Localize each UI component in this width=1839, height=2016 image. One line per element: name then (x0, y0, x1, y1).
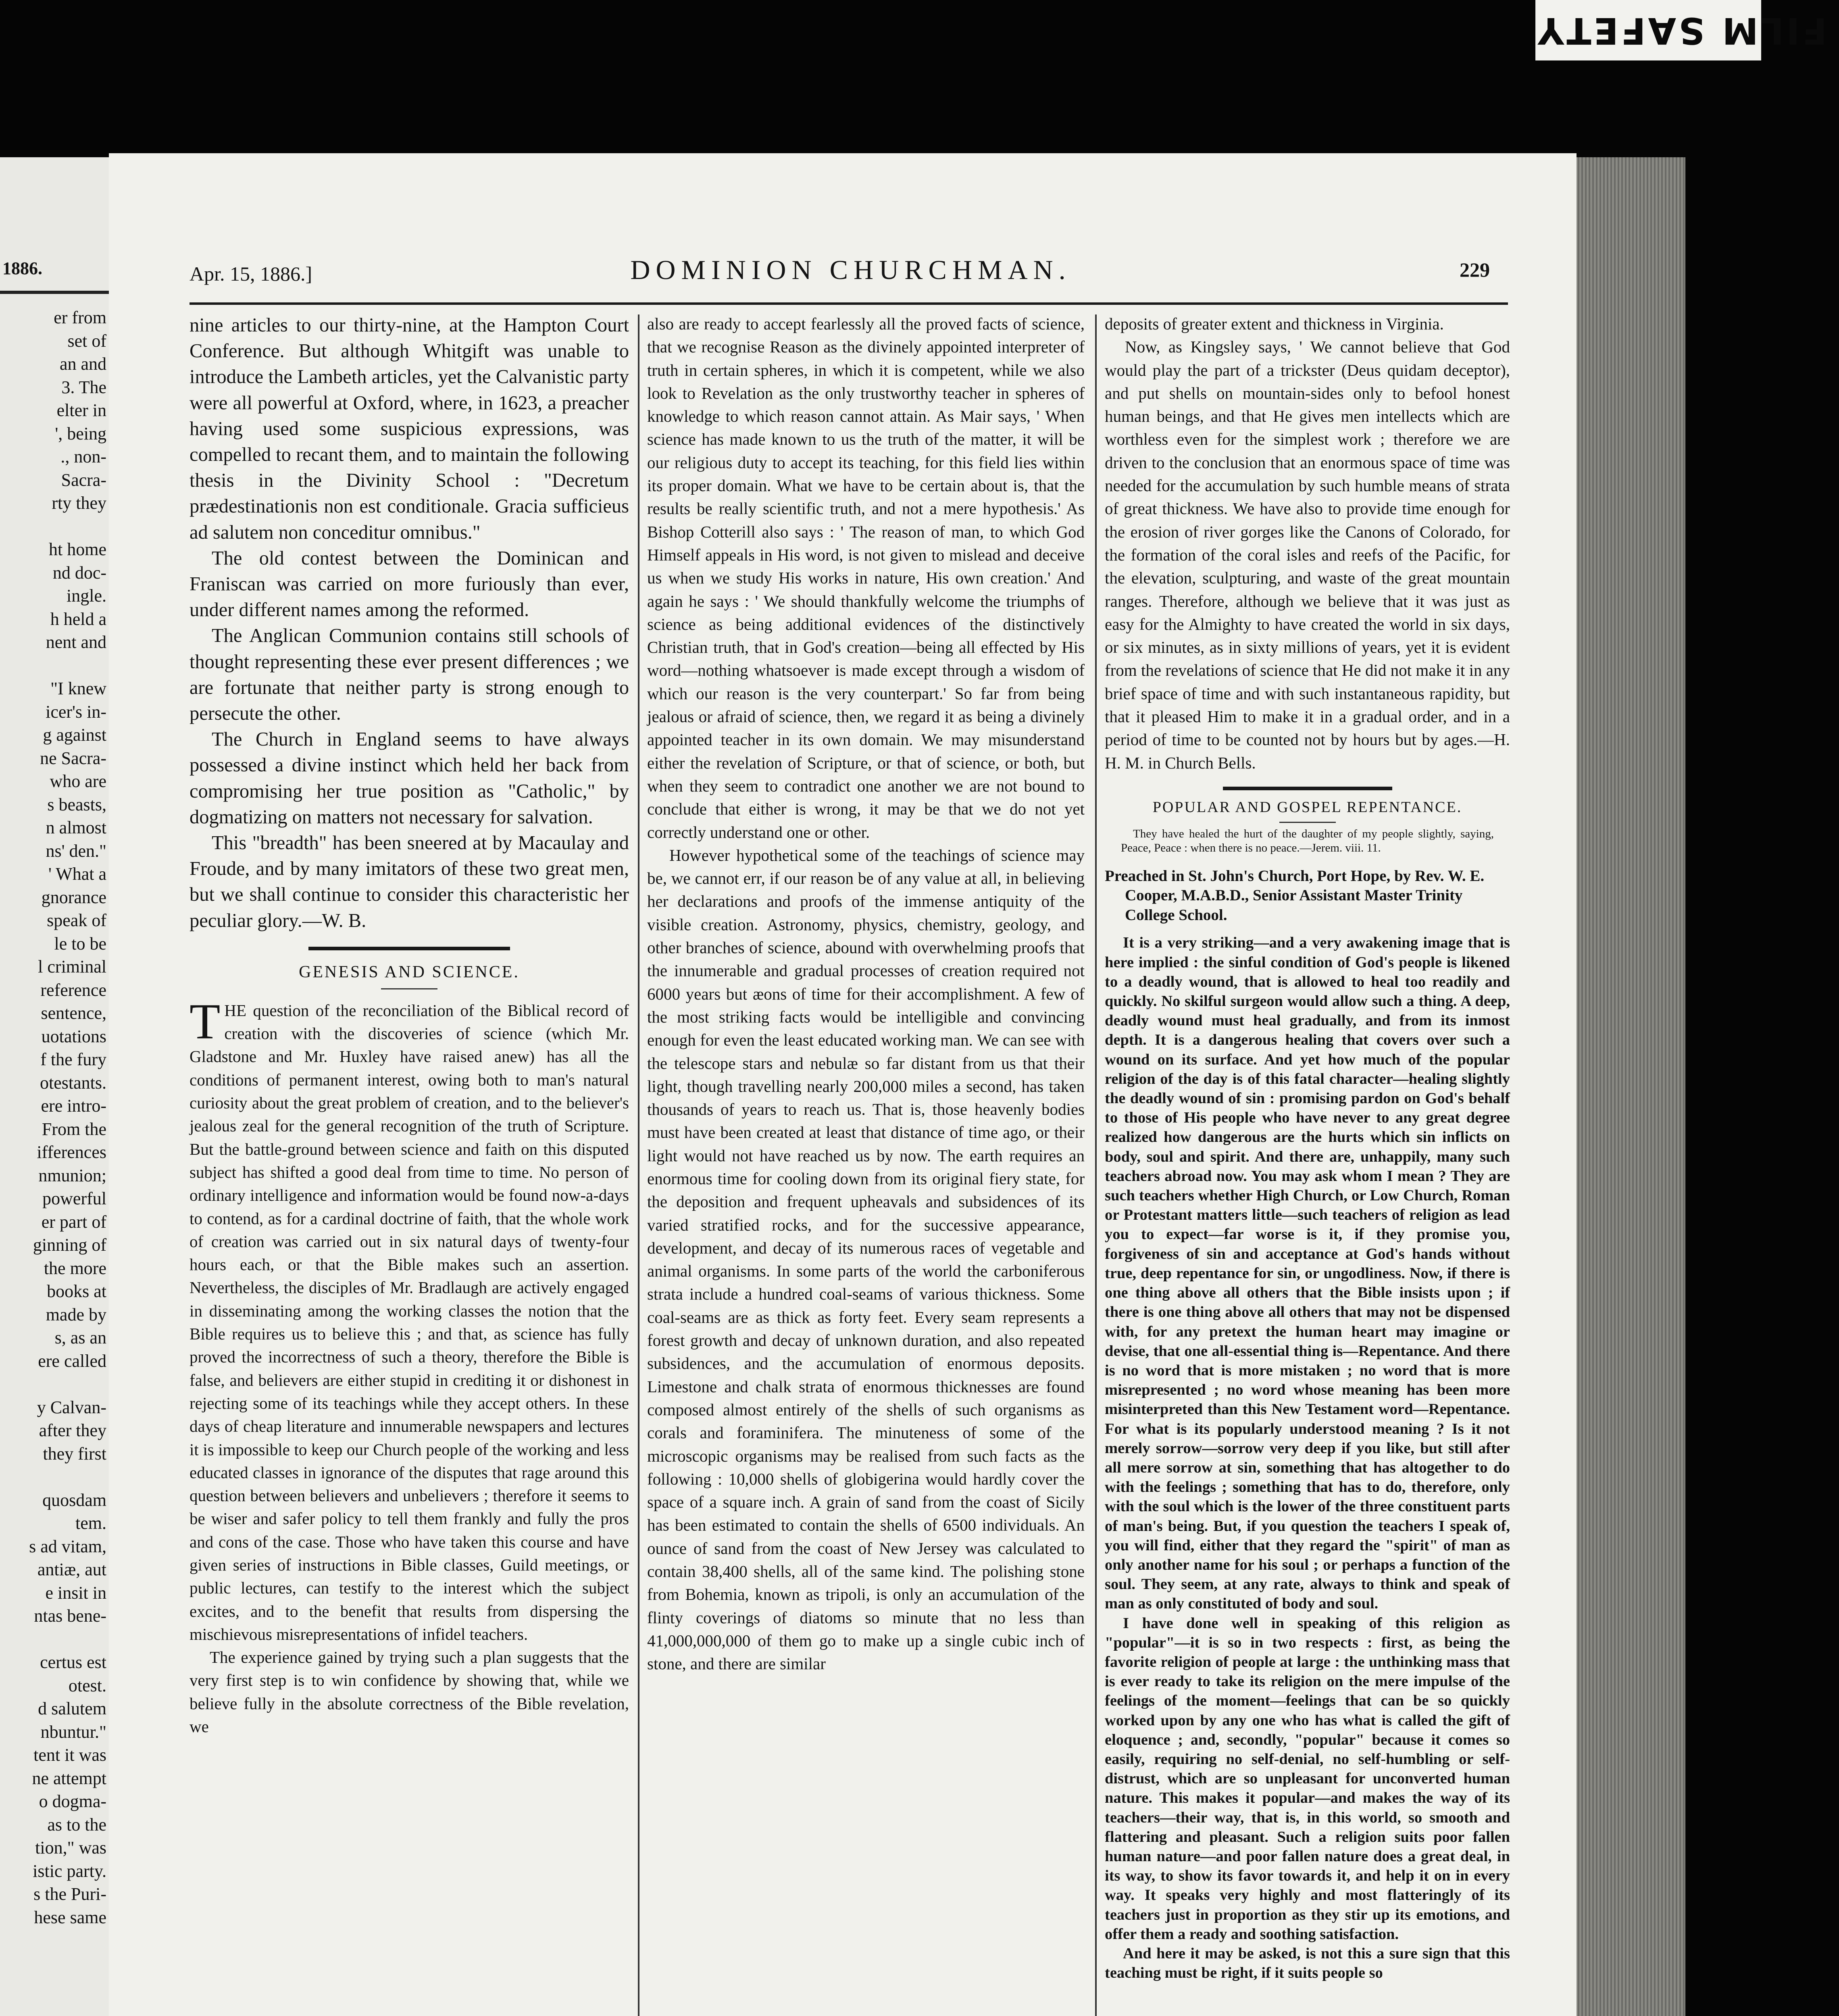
previous-page-line: 3. The (61, 377, 106, 397)
article-paragraph: THE question of the reconciliation of the Biblical record of creation with the discoveries of science (which Mr. Gladstone and Mr. Huxley have raised anew) has all the conditions of permanent interest, owing both to man's natural curiosity about the great problem of creation, and to the believer's jealous zeal for the general recognition of the truth of Scripture. But the battle-ground between science and faith on this disputed subject has shifted a good deal from time to time. No person of ordinary intelligence and information would be found now-a-days to contend, as for a cardinal doctrine of faith, that the whole work of creation was carried out in six natural days of twenty-four hours each, or that the Bible makes such an assertion. Nevertheless, the disciples of Mr. Bradlaugh are actively engaged in disseminating among the working classes the notion that the Bible requires us to believe this ; and that, as science has fully proved the incorrectness of such a theory, therefore the Bible is false, and believers are either stupid in crediting it or dishonest in rejecting some of its teachings while they accept others. In these days of cheap literature and innumerable newspapers and lectures it is impossible to keep our Church people of the working and less educated classes in ignorance of the disputes that rage around this question between believers and unbelievers ; therefore it seems to be wiser and safer policy to tell them frankly and fully the pros and cons of the case. Those who have taken this course and have given series of instructions in Bible classes, Guild meetings, or public lectures, can testify to the interest which the subject excites, and to the benefit that results from dispersing the mischievous misrepresentations of infidel teachers. (190, 993, 629, 1643)
previous-page-line: certus est (40, 1652, 106, 1672)
previous-page-line (0, 654, 117, 677)
previous-page-line: ns' den." (46, 841, 106, 861)
previous-page-line: g against (43, 725, 106, 745)
previous-page-line: o dogma- (39, 1791, 106, 1811)
sermon-paragraph: I have done well in speaking of this religion as "popular"—it is so in two respects : first, as being the favorite religion of people at large : the unthinking mass that is ever ready to take its religion on the mere impulse of the feelings of the moment—feelings that can be so quickly worked upon by any one who has what is called the gift of eloquence ; and, secondly, "popular" because it comes so easily, requiring no self-denial, no self-humbling or self-distrust, which are so unpleasant for unconverted human nature. This makes it popular—and makes the way of its teachers—their way, that is, in this world, so smooth and flattering and pleasant. Such a religion suits poor fallen human nature—and poor fallen nature does a great deal, in its way, to show its favor towards it, and help it on in every way. It speaks very highly and most flatteringly of its teachers just in proportion as they stir up its emotions, and offer them a ready and soothing satisfaction. (1105, 1614, 1510, 1943)
column-middle (647, 312, 1085, 1676)
sermon-paragraph: It is a very striking—and a very awakening image that is here implied : the sinful condition of God's people is likened to a deadly wound, that is allowed to heal too readily and quickly. No skilful surgeon would allow such a thing. A deep, deadly wound must heal gradually, and from its inmost depth. It is a dangerous healing that covers over such a wound on its surface. And yet how much of the popular religion of the day is of this fatal character—healing slightly the deadly wound of sin : promising pardon on God's behalf to those of His people who have never to any great degree realized how dangerous are the hurts which sin inflicts on body, soul and spirit. And there are, unhappily, many such teachers abroad now. You may ask whom I mean ? They are such teachers whether High Church, or Low Church, Roman or Protestant matters little—such teachers of religion as lead you to expect—far worse is it, if they promise you, forgiveness of sin and acceptance at God's hands without true, deep repentance for sin, or ungodliness. Now, if there is one thing above all others that the Bible insists upon ; if there is one thing above all others that may not be dispensed with, for any pretext the human heart may imagine or devise, that one all-essential thing is—Repentance. And there is no word that is more mistaken ; no word that is more misrepresented ; no word whose meaning has been more misinterpreted than this New Testament word—Repentance. For what is its popularly understood meaning ? Is it not merely sorrow—sorrow very deep if you like, but still after all mere sorrow at sin, something that has altogether to do with the feelings ; something that has to do, therefore, only with the soul which is the lower of the three constituent parts of man's being. But, if you question the teachers I speak of, you will find, either that they regard the "spirit" of man as only another name for his soul ; or perhaps a function of the soul. They seem, at any rate, always to think and speak of man as only constituted of body and soul. (1105, 934, 1510, 1612)
sermon-byline: Preached in St. John's Church, Port Hope, by Rev. W. E. Cooper, M.A.B.D., Senior Assistant Master Trinity College School. (1105, 867, 1485, 924)
previous-page-line: nent and (46, 632, 106, 652)
previous-page-line: after they (39, 1420, 106, 1440)
previous-page-line: y Calvan- (37, 1397, 106, 1417)
article-paragraph: also are ready to accept fearlessly all the proved facts of science, that we recognise Reason as the divinely appointed interpreter of truth in certain spheres, in which it is competent, while we also look to Revelation as the only trustworthy teacher in spheres of knowledge to which reason cannot attain. As Mair says, ' When science has made known to us the truth of the matter, it will be our religious duty to accept its teaching, for this field lies within its proper domain. What we have to be certain about is, that the results be really scientific truth, and not a mere hypothesis.' As Bishop Cotterill also says : ' The reason of man, to which God Himself appeals in His word, is not given to mislead and deceive us when we study His works in nature, His own creation.' And again he says : ' We should thankfully welcome the triumphs of science as being additional evidences of the distinctively Christian truth, that in God's creation—being all effected by His word—nothing whatsoever is made except through a wisdom of which our reason is the very counterpart.' So far from being jealous or afraid of science, then, we regard it as being a divinely appointed teacher in its own domain. We may misunderstand either the revelation of Scripture, or that of science, or both, but when they seem to contradict one another we are not bound to conclude that either is wrong, it may be that we do not yet correctly understand one or other. (647, 314, 1085, 841)
previous-page-line: ne attempt (32, 1768, 106, 1788)
heading-rule (381, 988, 437, 989)
article-paragraph: The old contest between the Dominican and Franiscan was carried on more furiously than ever, under different names among the reformed. (190, 547, 629, 621)
previous-page-line: hese same (34, 1907, 106, 1927)
article-paragraph: deposits of greater extent and thickness in Virginia. (1105, 314, 1444, 333)
article-paragraph: Now, as Kingsley says, ' We cannot believe that God would play the part of a trickster (Deus quidam deceptor), and put shells on mountain-sides only to befool honest human beings, and that He gives men intellects which are worthless even for the simplest work ; therefore we are driven to the conclusion that an enormous space of time was needed for the accumulation by such humble means of strata of great thickness. We have also to provide time enough for the erosion of river gorges like the Canons of Colorado, for the formation of the coral isles and reefs of the Pacific, for the elevation, sculpturing, and waste of the great mountain ranges. Therefore, although we believe that it was just as easy for the Almighty to have created the world in six days, or six minutes, as in sixty millions of years, yet it is evident from the revelations of science that He did not make it in any brief space of time and with such instantaneous rapidity, but that it pleased Him to make it in a gradual order, and in a period of time to be counted not by hours but by ages.—H. H. M. in Church Bells. (1105, 337, 1510, 772)
previous-page-line: elter in (56, 400, 106, 420)
previous-page-line: reference (40, 980, 106, 1000)
previous-page-line: f the fury (40, 1050, 106, 1069)
previous-page-line: ere called (38, 1351, 106, 1371)
previous-page-line: rty they (52, 493, 106, 513)
previous-page-line: From the (42, 1119, 106, 1139)
previous-page-line: uotations (41, 1026, 106, 1046)
article-paragraph: However hypothetical some of the teachings of science may be, we cannot err, if our reason be of any value at all, in believing her declarations and proofs of the immense antiquity of the visible creation. Astronomy, physics, chemistry, geology, and other branches of science, abound with overwhelming proofs that the innumerable and gradual processes of creation required not 6000 years but æons of time for their accomplishment. A few of the most striking facts would be intelligible and convincing enough for even the least educated working man. We can see with the telescope stars and nebulæ so far distant from us that their light, though travelling nearly 200,000 miles a second, has taken thousands of years to reach us. That is, those heavenly bodies must have been created at least that distance of time ago, or their light would not have reached us by now. The earth requires an enormous time for cooling down from its original fiery state, for the deposition and frequent upheavals and subsidences of its varied stratified rocks, and for the successive appearance, development, and decay of its numerous races of vegetable and animal organisms. In some parts of the world the carboniferous strata include a hundred coal-seams of various thickness. Some coal-seams are as thick as forty feet. Every seam represents a forest growth and decay of unknown duration, and also repeated subsidences, and the accumulation of enormous deposits. Limestone and chalk strata of enormous thicknesses are found composed almost entirely of the shells of such organisms as corals and foraminifera. The minuteness of some of the microscopic organisms may be realised from such facts as the following : 10,000 shells of globigerina would hardly cover the space of a square inch. A grain of sand from the coast of Sicily has been estimated to contain the shells of 6500 individuals. An ounce of sand from the coast of New Jersey was calculated to contain 38,400 shells, all of the same kind. The polishing stone from Bohemia, known as tripoli, is only an accumulation of the flinty coverings of diatoms so minute that no less than 41,000,000,000 of them go to make up a single cubic inch of stone, and there are similar (647, 846, 1085, 1673)
previous-page-line: books at (47, 1281, 106, 1301)
previous-page-line: set of (67, 331, 106, 351)
heading-rule (1279, 822, 1336, 823)
drop-cap: T (190, 993, 221, 1050)
previous-page-rule (0, 291, 113, 294)
previous-page-line: as to the (47, 1814, 106, 1835)
previous-page-line: tent it was (33, 1745, 106, 1765)
previous-page-line: er from (54, 308, 106, 327)
previous-page-line: s, as an (54, 1328, 106, 1347)
previous-page-line: they first (43, 1443, 106, 1464)
previous-page-line: made by (46, 1304, 106, 1325)
previous-page-line: sentence, (41, 1003, 106, 1023)
previous-page-line: Sacra- (61, 470, 106, 490)
previous-page-line: n almost (46, 818, 106, 837)
previous-page-line: ne Sacra- (40, 748, 106, 768)
previous-page-line: le to be (54, 933, 106, 954)
article-heading: GENESIS AND SCIENCE. (299, 962, 520, 981)
previous-page-line: s the Puri- (33, 1884, 106, 1904)
previous-page-line: istic party. (33, 1861, 106, 1881)
page-number: 229 (1460, 258, 1490, 281)
previous-page-line: s beasts, (47, 794, 106, 814)
previous-page-line: tem. (75, 1513, 106, 1533)
article-paragraph: The Church in England seems to have always possessed a divine instinct which held her back from compromising her true position as "Catholic," by dogmatizing on matters not necessary for salvation. (190, 729, 629, 828)
previous-page-line: ifferences (37, 1142, 106, 1162)
previous-page-line: e insit in (45, 1583, 106, 1603)
previous-page-line (0, 1628, 117, 1651)
previous-page-line: h held a (50, 609, 106, 629)
section-rule (1223, 787, 1392, 790)
previous-page-line: l criminal (38, 957, 106, 977)
film-edge-label: FILM SAFETY (1535, 0, 1761, 60)
sermon-epigraph: They have healed the hurt of the daughter of my people slightly, saying, Peace, Peace : when there is no peace.—Jerem. viii. 11. (1121, 827, 1494, 854)
sermon-paragraph: And here it may be asked, is not this a sure sign that this teaching must be right, if it suits people so (1105, 1945, 1510, 1982)
column-divider (638, 314, 639, 2016)
previous-page-line: otestants. (40, 1073, 106, 1093)
previous-page-line: ' What a (48, 864, 106, 884)
previous-page-lines (0, 306, 117, 1929)
previous-page-line: ', being (55, 423, 106, 444)
header-rule (190, 302, 1508, 305)
previous-page-line: who are (50, 771, 106, 791)
previous-page-line: ginning of (33, 1235, 106, 1255)
section-rule (308, 947, 510, 950)
previous-page-line: er part of (41, 1212, 106, 1232)
previous-page-line: nd doc- (52, 562, 106, 583)
previous-page-line: icer's in- (46, 702, 106, 722)
previous-page-line: nbuntur." (40, 1722, 106, 1742)
previous-page-date: 1886. (2, 258, 42, 278)
previous-page-line: nmunion; (38, 1165, 106, 1185)
previous-page-line: ., non- (60, 447, 106, 467)
column-right (1105, 312, 1510, 1983)
newspaper-page (109, 153, 1577, 2016)
previous-page-line: quosdam (42, 1490, 106, 1510)
previous-page-line: an and (59, 354, 106, 374)
previous-page-line: ingle. (67, 586, 106, 606)
article-paragraph: nine articles to our thirty-nine, at the Hampton Court Conference. But although Whitgift was unable to introduce the Lambeth articles, yet the Calvanistic party were all powerful at Oxford, where, in 1623, a preacher having used some suspicious expressions, was compelled to recant them, and to maintain the following thesis in the Divinity School : "Decretum prædestinationis non est conditionale. Gracia sufficieus ad salutem non conceditur omnibus." (190, 314, 629, 543)
previous-page-line: powerful (42, 1189, 106, 1208)
column-divider (1095, 314, 1097, 2016)
previous-page-line: "I knew (50, 679, 106, 698)
previous-page-line: tion," was (35, 1838, 106, 1858)
previous-page-line: otest. (68, 1675, 106, 1695)
sermon-heading: POPULAR AND GOSPEL REPENTANCE. (1152, 798, 1462, 816)
previous-page-line (0, 1372, 117, 1396)
previous-page-line (0, 1465, 117, 1489)
article-paragraph: This "breadth" has been sneered at by Macaulay and Froude, and by many imitators of these two great men, but we shall continue to consider this characteristic her peculiar glory.—W. B. (190, 832, 629, 931)
masthead-title: DOMINION CHURCHMAN. (630, 254, 1071, 285)
previous-page-line: ere intro- (41, 1096, 106, 1116)
previous-page-line: speak of (47, 910, 106, 930)
previous-page-line: ntas bene- (34, 1606, 106, 1626)
book-page-edges (1568, 157, 1685, 2016)
previous-page-line: d salutem (38, 1699, 106, 1718)
column-left (190, 312, 629, 1738)
previous-page-line (0, 515, 117, 538)
previous-page-line: the more (44, 1258, 106, 1278)
issue-date: Apr. 15, 1886.] (190, 262, 312, 285)
article-paragraph: The experience gained by trying such a plan suggests that the very first step is to win confidence by showing that, while we believe fully in the absolute correctness of the Bible revelation, we (190, 1648, 629, 1736)
previous-page-line: s ad vitam, (29, 1536, 106, 1556)
previous-page-line: ht home (49, 539, 106, 559)
article-paragraph: The Anglican Communion contains still schools of thought representing these ever present differences ; we are fortunate that neither party is strong enough to persecute the other. (190, 625, 629, 725)
previous-page-line: antiæ, aut (37, 1560, 106, 1579)
previous-page-line: gnorance (41, 887, 106, 907)
previous-page-fragment (0, 157, 121, 2016)
